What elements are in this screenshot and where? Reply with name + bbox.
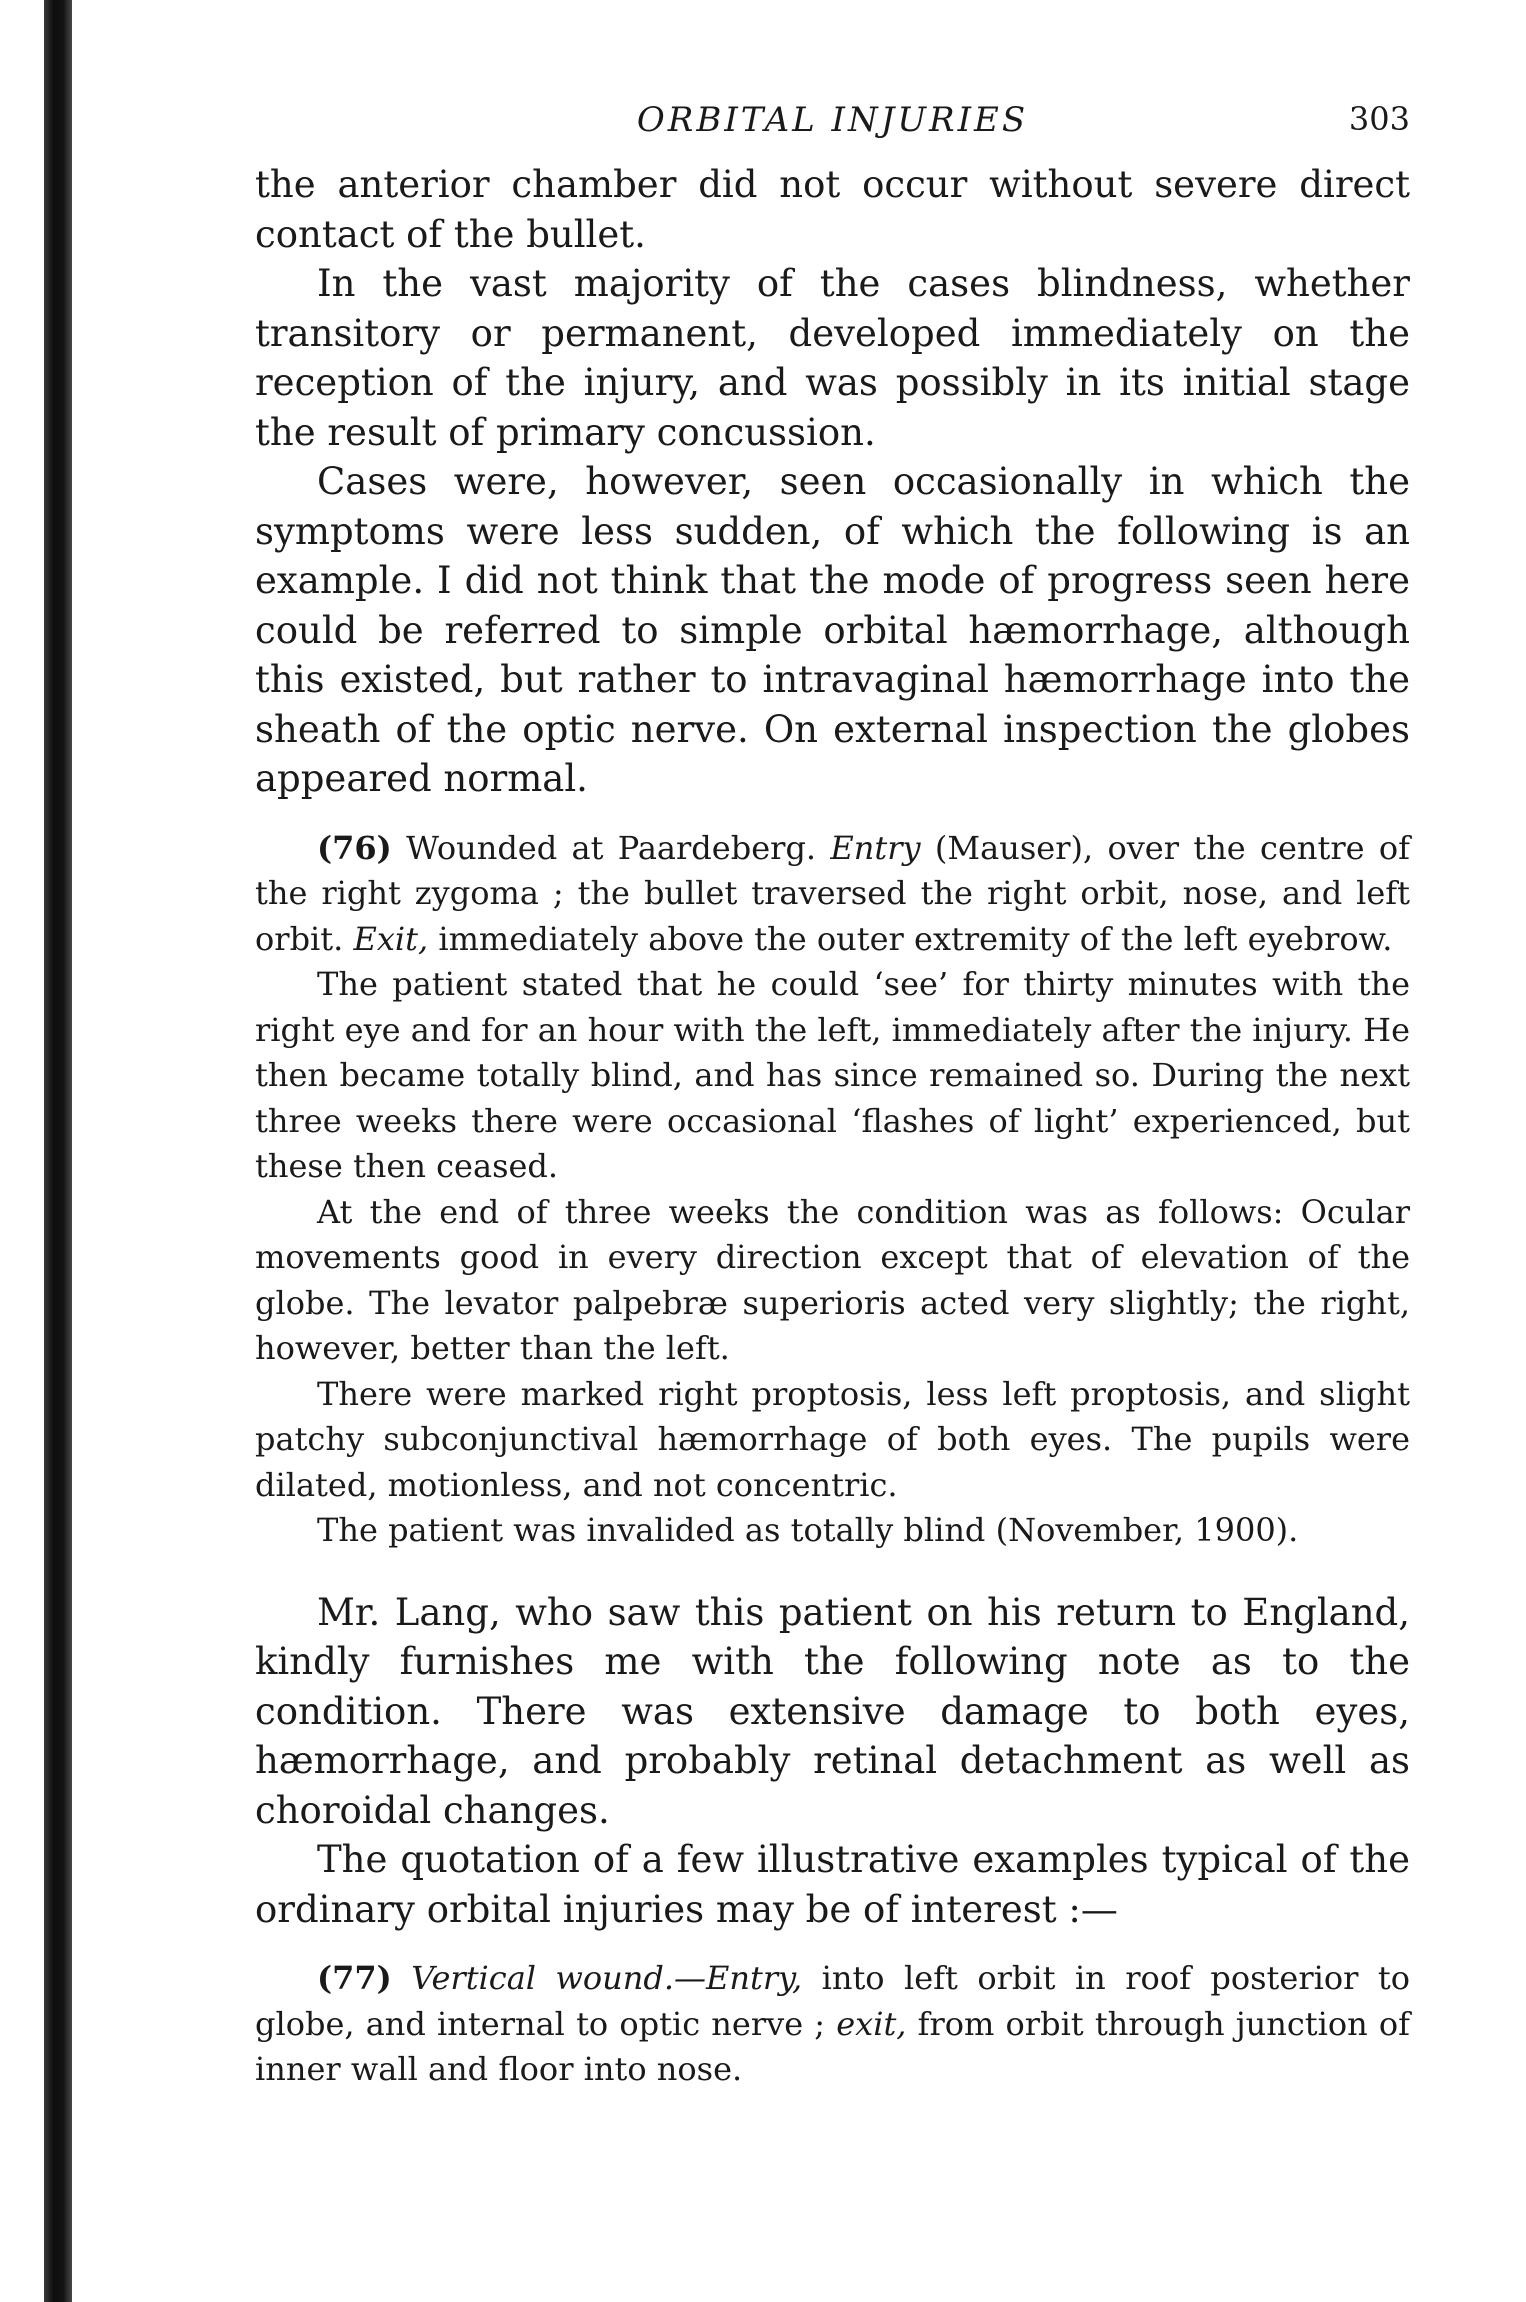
case-76-entry-label: Entry: [830, 828, 921, 867]
case-76-text: immediately above the outer extremity of the left eyebrow.: [428, 919, 1393, 958]
body-text: [255, 160, 1410, 804]
paragraph-quotation: The quotation of a few illustrative examples typical of the ordinary orbital injuries may be of interest :—: [255, 1838, 1410, 1931]
case-76-paragraph-2: The patient stated that he could ‘see’ for thirty minutes with the right eye and for an hour with the left, immediately after the injury. He then became totally blind, and has since remained so. During the next three weeks there were occasional ‘flashes of light’ experienced, but these then ceased.: [255, 965, 1410, 1185]
page-number: 303: [1348, 100, 1410, 138]
case-76-paragraph-3: At the end of three weeks the condition was as follows: Ocular movements good in every direction except that of elevation of the globe. The levator palpebræ superioris acted very slightly; the right, however, better than the left.: [255, 1192, 1410, 1367]
paragraph-cases: Cases were, however, seen occasionally in which the symptoms were less sudden, of which the following is an example. I did not think that the mode of progress seen here could be referred to simple orbital hæmorrhage, although this existed, but rather to intravaginal hæmorrhage into the sheath of the optic nerve. On external inspection the globes appeared normal.: [255, 460, 1410, 800]
case-76-paragraph-1: [255, 826, 1410, 963]
case-77-paragraph-1: [255, 1956, 1410, 2093]
case-number: (76): [317, 828, 392, 867]
binding-shadow: [44, 0, 72, 2302]
case-76: [255, 826, 1410, 1554]
case-76-exit-label: Exit,: [353, 919, 429, 958]
book-binding-edge: [30, 0, 90, 2302]
case-77-text: from orbit through junction of inner wall and floor into nose.: [255, 2004, 1411, 2088]
body-text-continued: [255, 1588, 1410, 1935]
case-77-vertical-label: Vertical wound.—Entry,: [411, 1959, 803, 1997]
paragraph-lang-note: Mr. Lang, who saw this patient on his return to England, kindly furnishes me with the following note as to the condition. There was extensive damage to both eyes, hæmorrhage, and probably retinal detachment as well as choroidal changes.: [255, 1590, 1410, 1832]
case-77: [255, 1956, 1410, 2093]
case-number: (77): [317, 1959, 392, 1997]
case-76-text: Wounded at Paardeberg.: [391, 828, 831, 867]
running-header: [255, 100, 1410, 160]
case-76-text: (Mauser), over the centre of the right zygoma ; the bullet traversed the right orbit, nose, and left orbit.: [255, 828, 1411, 958]
page: [255, 100, 1410, 2220]
case-77-text: into left orbit in roof posterior to globe, and internal to optic nerve ;: [255, 1959, 1411, 2043]
paragraph-blindness: In the vast majority of the cases blindness, whether transitory or permanent, developed immediately on the reception of the injury, and was possibly in its initial stage the result of primary concussion.: [255, 262, 1410, 454]
case-76-paragraph-5: The patient was invalided as totally blind (November, 1900).: [317, 1511, 1299, 1549]
case-76-paragraph-4: There were marked right proptosis, less left proptosis, and slight patchy subconjunctival hæmorrhage of both eyes. The pupils were dilated, motionless, and not concentric.: [255, 1374, 1410, 1504]
running-title: ORBITAL INJURIES: [636, 100, 1029, 140]
paragraph-continued: the anterior chamber did not occur without severe direct contact of the bullet.: [255, 163, 1410, 256]
case-77-exit-label: exit,: [836, 2004, 907, 2043]
